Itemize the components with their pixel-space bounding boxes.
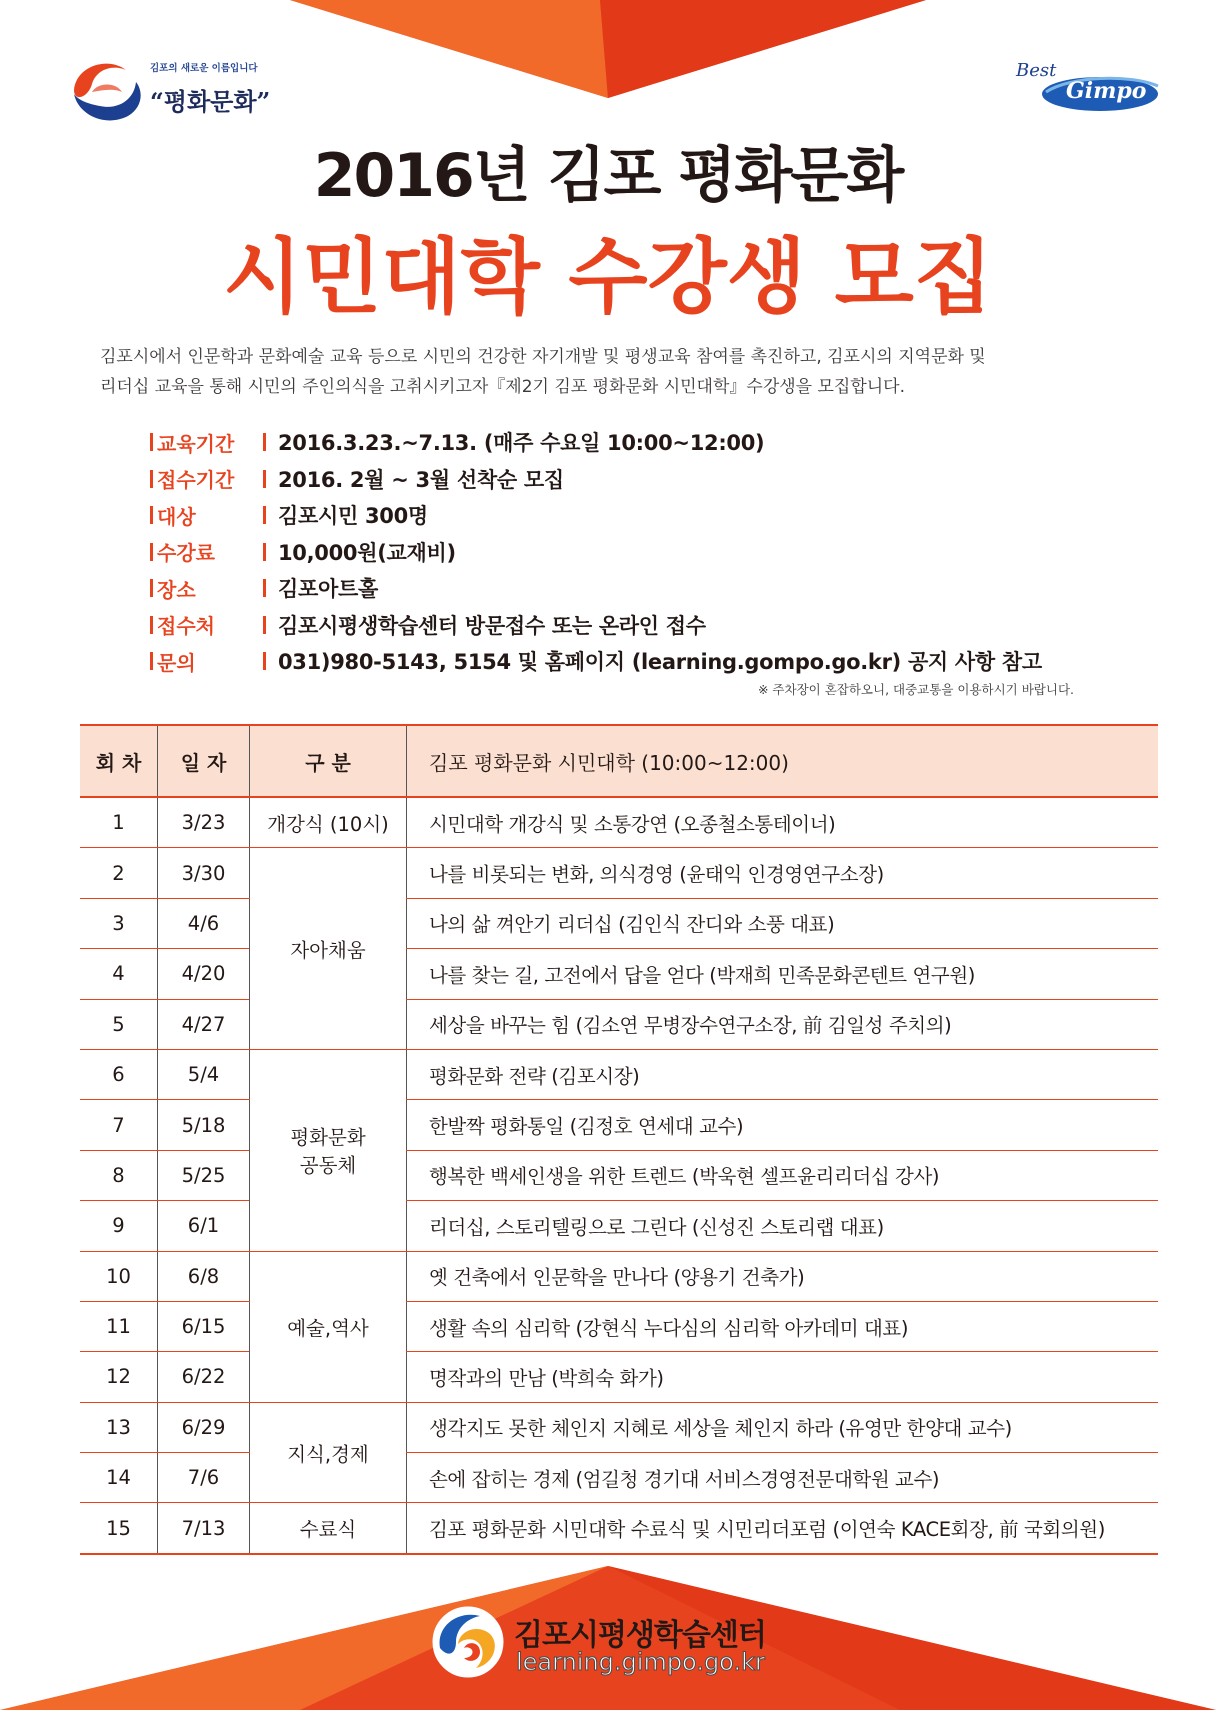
cell-date: 4/6 bbox=[158, 898, 250, 948]
info-row-contact bbox=[150, 643, 1130, 680]
taegeuk-swirl-icon bbox=[62, 52, 148, 132]
cell-date: 3/30 bbox=[158, 848, 250, 898]
footer-title: 김포시평생학습센터 bbox=[514, 1618, 766, 1653]
info-value: 2016.3.23.~7.13. (매주 수요일 10:00~12:00) bbox=[278, 431, 765, 456]
cell-no: 10 bbox=[80, 1251, 158, 1301]
info-value: 10,000원(교재비) bbox=[278, 540, 456, 565]
info-label: 접수처 bbox=[157, 614, 215, 639]
info-value: 2016. 2월 ~ 3월 선착순 모집 bbox=[278, 467, 564, 492]
cell-date: 5/18 bbox=[158, 1100, 250, 1150]
table-row bbox=[80, 1150, 1158, 1200]
header-no: 회 차 bbox=[80, 725, 158, 797]
cell-program: 생활 속의 심리학 (강현식 누다심의 심리학 아카데미 대표) bbox=[407, 1301, 1159, 1351]
logo-tagline: 김포의 새로운 이름입니다 bbox=[150, 63, 258, 74]
cell-program: 리더십, 스토리텔링으로 그린다 (신성진 스토리랩 대표) bbox=[407, 1201, 1159, 1251]
cell-no: 12 bbox=[80, 1352, 158, 1402]
cell-program: 손에 잡히는 경제 (엄길청 경기대 서비스경영전문대학원 교수) bbox=[407, 1453, 1159, 1503]
header-category: 구 분 bbox=[250, 725, 407, 797]
cell-category: 자아채움 bbox=[250, 848, 407, 1050]
logo-gimpo-text: Gimpo bbox=[1066, 78, 1147, 104]
table-row bbox=[80, 797, 1158, 848]
logo-best-text: Best bbox=[1016, 60, 1057, 81]
table-row bbox=[80, 1301, 1158, 1351]
cell-no: 8 bbox=[80, 1150, 158, 1200]
info-value: 김포시평생학습센터 방문접수 또는 온라인 접수 bbox=[278, 613, 706, 638]
info-value: 김포아트홀 bbox=[278, 577, 378, 602]
info-label: 장소 bbox=[157, 577, 196, 602]
cell-category: 평화문화 공동체 bbox=[250, 1049, 407, 1251]
info-row-period bbox=[150, 424, 1130, 461]
poster-title: 2016년 김포 평화문화 bbox=[313, 141, 903, 211]
cell-category: 지식,경제 bbox=[250, 1402, 407, 1503]
cell-program: 나의 삶 껴안기 리더십 (김인식 잔디와 소풍 대표) bbox=[407, 898, 1159, 948]
cell-program: 시민대학 개강식 및 소통강연 (오종철소통테이너) bbox=[407, 797, 1159, 848]
cell-program: 김포 평화문화 시민대학 수료식 및 시민리더포럼 (이연숙 KACE회장, 前 국회의원) bbox=[407, 1503, 1159, 1554]
info-label: 접수기간 bbox=[157, 468, 235, 493]
info-label: 교육기간 bbox=[157, 431, 235, 456]
logo-brand: “평화문화” bbox=[150, 87, 271, 116]
info-row-fee bbox=[150, 534, 1130, 571]
header-program: 김포 평화문화 시민대학 (10:00~12:00) bbox=[407, 725, 1159, 797]
cell-date: 6/22 bbox=[158, 1352, 250, 1402]
cell-no: 15 bbox=[80, 1503, 158, 1554]
table-row bbox=[80, 1100, 1158, 1150]
learning-center-logo bbox=[428, 1604, 788, 1684]
cell-no: 5 bbox=[80, 999, 158, 1049]
cell-date: 5/4 bbox=[158, 1049, 250, 1099]
cell-no: 4 bbox=[80, 949, 158, 999]
table-row bbox=[80, 1453, 1158, 1503]
poster-subtitle: 시민대학 수강생 모집 bbox=[222, 230, 993, 325]
best-gimpo-logo bbox=[1010, 56, 1160, 116]
cell-program: 나를 비롯되는 변화, 의식경영 (윤태익 인경영연구소장) bbox=[407, 848, 1159, 898]
cell-no: 3 bbox=[80, 898, 158, 948]
cell-program: 나를 찾는 길, 고전에서 답을 얻다 (박재희 민족문화콘텐트 연구원) bbox=[407, 949, 1159, 999]
parking-note: ※ 주차장이 혼잡하오니, 대중교통을 이용하시기 바랍니다. bbox=[757, 682, 1074, 697]
cell-program: 옛 건축에서 인문학을 만나다 (양용기 건축가) bbox=[407, 1251, 1159, 1301]
table-row bbox=[80, 898, 1158, 948]
cell-no: 2 bbox=[80, 848, 158, 898]
info-row-registration bbox=[150, 461, 1130, 498]
table-row bbox=[80, 949, 1158, 999]
schedule-table bbox=[80, 724, 1158, 1555]
cell-date: 7/6 bbox=[158, 1453, 250, 1503]
cell-program: 명작과의 만남 (박희숙 화가) bbox=[407, 1352, 1159, 1402]
table-row bbox=[80, 848, 1158, 898]
learning-center-emblem-icon bbox=[428, 1604, 508, 1680]
cell-date: 5/25 bbox=[158, 1150, 250, 1200]
info-row-venue bbox=[150, 570, 1130, 607]
table-row bbox=[80, 1251, 1158, 1301]
info-row-application bbox=[150, 607, 1130, 644]
table-row bbox=[80, 1201, 1158, 1251]
intro-paragraph bbox=[100, 342, 1140, 402]
cell-date: 6/1 bbox=[158, 1201, 250, 1251]
cell-no: 1 bbox=[80, 797, 158, 848]
peace-culture-logo bbox=[62, 52, 282, 132]
cell-no: 7 bbox=[80, 1100, 158, 1150]
cell-no: 9 bbox=[80, 1201, 158, 1251]
table-row bbox=[80, 1049, 1158, 1099]
cell-program: 행복한 백세인생을 위한 트렌드 (박욱현 셀프윤리리더십 강사) bbox=[407, 1150, 1159, 1200]
info-value: 김포시민 300명 bbox=[278, 504, 428, 529]
cell-category: 개강식 (10시) bbox=[250, 797, 407, 848]
cell-date: 6/8 bbox=[158, 1251, 250, 1301]
table-row bbox=[80, 1352, 1158, 1402]
cell-program: 평화문화 전략 (김포시장) bbox=[407, 1049, 1159, 1099]
info-value: 031)980-5143, 5154 및 홈페이지 (learning.gompo.go.kr) 공지 사항 참고 bbox=[278, 650, 1042, 675]
info-label: 수강료 bbox=[157, 541, 215, 566]
cell-date: 4/20 bbox=[158, 949, 250, 999]
cell-date: 3/23 bbox=[158, 797, 250, 848]
header-date: 일 자 bbox=[158, 725, 250, 797]
info-list bbox=[150, 424, 1130, 680]
cell-category: 예술,역사 bbox=[250, 1251, 407, 1402]
cell-no: 11 bbox=[80, 1301, 158, 1351]
cell-no: 14 bbox=[80, 1453, 158, 1503]
cell-program: 세상을 바꾸는 힘 (김소연 무병장수연구소장, 前 김일성 주치의) bbox=[407, 999, 1159, 1049]
intro-line: 김포시에서 인문학과 문화예술 교육 등으로 시민의 건강한 자기개발 및 평생교육 참여를 촉진하고, 김포시의 지역문화 및 bbox=[100, 347, 986, 367]
table-row bbox=[80, 1503, 1158, 1554]
footer-url: learning.gimpo.go.kr bbox=[516, 1648, 765, 1676]
info-label: 문의 bbox=[157, 650, 196, 675]
info-label: 대상 bbox=[157, 504, 196, 529]
cell-date: 6/29 bbox=[158, 1402, 250, 1452]
cell-no: 13 bbox=[80, 1402, 158, 1452]
intro-line: 리더십 교육을 통해 시민의 주인의식을 고취시키고자『제2기 김포 평화문화 시민대학』수강생을 모집합니다. bbox=[100, 377, 905, 397]
cell-category: 수료식 bbox=[250, 1503, 407, 1554]
cell-date: 4/27 bbox=[158, 999, 250, 1049]
cell-no: 6 bbox=[80, 1049, 158, 1099]
cell-date: 7/13 bbox=[158, 1503, 250, 1554]
table-header-row bbox=[80, 725, 1158, 797]
info-row-target bbox=[150, 497, 1130, 534]
cell-program: 한발짝 평화통일 (김정호 연세대 교수) bbox=[407, 1100, 1159, 1150]
cell-program: 생각지도 못한 체인지 지혜로 세상을 체인지 하라 (유영만 한양대 교수) bbox=[407, 1402, 1159, 1452]
cell-date: 6/15 bbox=[158, 1301, 250, 1351]
table-row bbox=[80, 1402, 1158, 1452]
table-row bbox=[80, 999, 1158, 1049]
